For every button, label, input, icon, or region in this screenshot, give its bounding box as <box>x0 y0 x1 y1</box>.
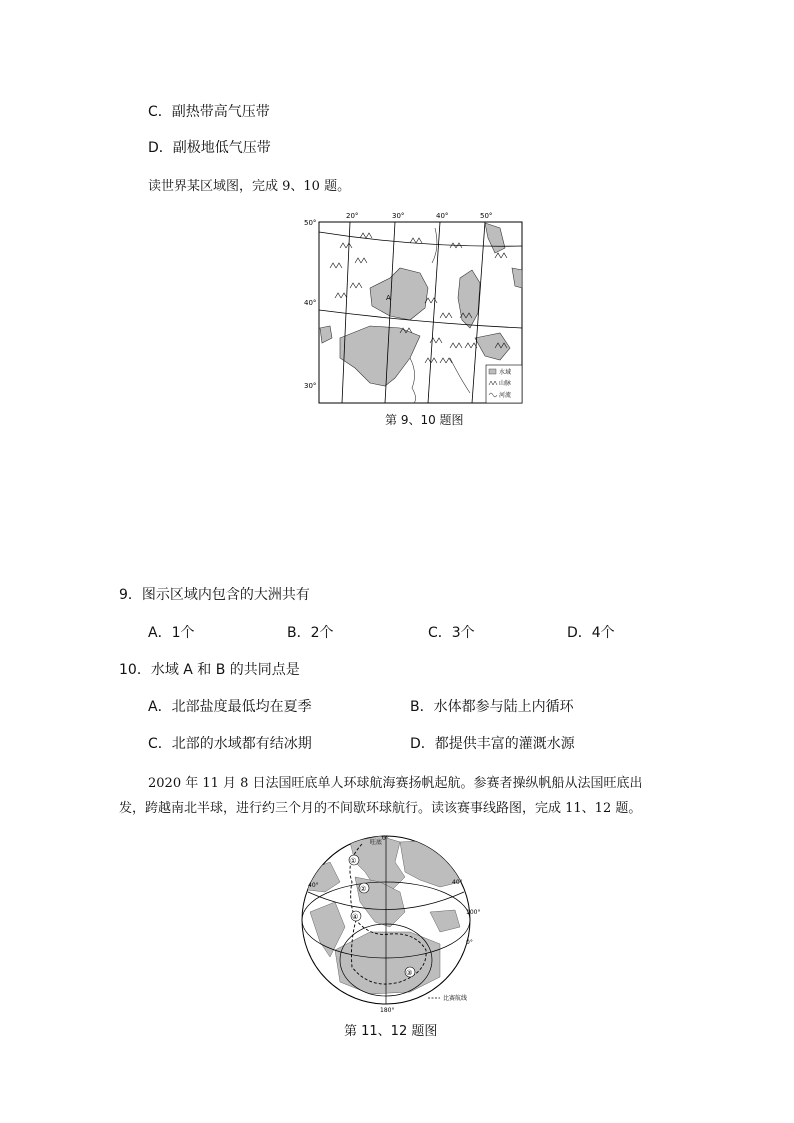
intro-q11-12-line1: 2020 年 11 月 8 日法国旺底单人环球航海赛扬帆起航。参赛者操纵帆船从法国旺底出 <box>148 776 643 791</box>
lat-label-40: 40° <box>304 299 317 307</box>
intro-q11-12-line2: 发，跨越南北半球，进行约三个月的不间歇环球航行。读该赛事线路图，完成 11、12 题。 <box>119 801 642 816</box>
q9-option-a: A．1个 <box>148 625 195 641</box>
lon-label-20: 20° <box>346 212 359 220</box>
q9-option-c: C．3个 <box>428 625 475 641</box>
route-point-4: ④ <box>352 913 359 921</box>
deg-label-top: 0° <box>382 835 389 842</box>
area-label-a: A <box>386 294 391 302</box>
route-point-2: ② <box>360 885 367 893</box>
deg-label-left: 40° <box>308 882 319 889</box>
lat-label-50: 50° <box>304 219 317 227</box>
map-legend <box>486 365 522 403</box>
map-figure-9-10 <box>300 208 530 408</box>
start-label: 旺底 <box>370 839 383 846</box>
deg-label-0-right: 0° <box>466 939 473 946</box>
option-d-prev: D．副极地低气压带 <box>148 140 271 156</box>
route-point-1: ① <box>350 857 357 865</box>
intro-q9-10: 读世界某区域图，完成 9、10 题。 <box>148 179 351 194</box>
route-point-3: ③ <box>406 969 413 977</box>
lon-label-30: 30° <box>392 212 405 220</box>
deg-label-right: 40° <box>452 879 463 886</box>
option-c-prev: C．副热带高气压带 <box>148 104 270 120</box>
q10-option-c: C．北部的水域都有结冰期 <box>148 736 312 752</box>
deg-label-bottom: 180° <box>380 1007 395 1012</box>
legend-water: 水域 <box>499 369 512 376</box>
globe-route-map <box>290 832 510 1012</box>
deg-label-100: 100° <box>466 909 481 916</box>
q10-stem: 10．水域 A 和 B 的共同点是 <box>119 662 300 678</box>
route-legend: 比赛航线 <box>443 995 468 1002</box>
lat-label-30: 30° <box>304 382 317 390</box>
q9-stem: 9．图示区域内包含的大洲共有 <box>119 587 310 603</box>
legend-river: 河流 <box>499 392 512 399</box>
q10-option-d: D．都提供丰富的灌溉水源 <box>410 736 575 752</box>
lon-label-50: 50° <box>480 212 493 220</box>
q9-option-d: D．4个 <box>567 625 615 641</box>
q9-option-b: B．2个 <box>287 625 334 641</box>
q10-option-b: B．水体都参与陆上内循环 <box>410 699 574 715</box>
lon-label-40: 40° <box>436 212 449 220</box>
map1-caption: 第 9、10 题图 <box>385 413 464 427</box>
q10-option-a: A．北部盐度最低均在夏季 <box>148 699 312 715</box>
legend-mountain: 山脉 <box>499 380 512 387</box>
map2-caption: 第 11、12 题图 <box>344 1024 438 1039</box>
